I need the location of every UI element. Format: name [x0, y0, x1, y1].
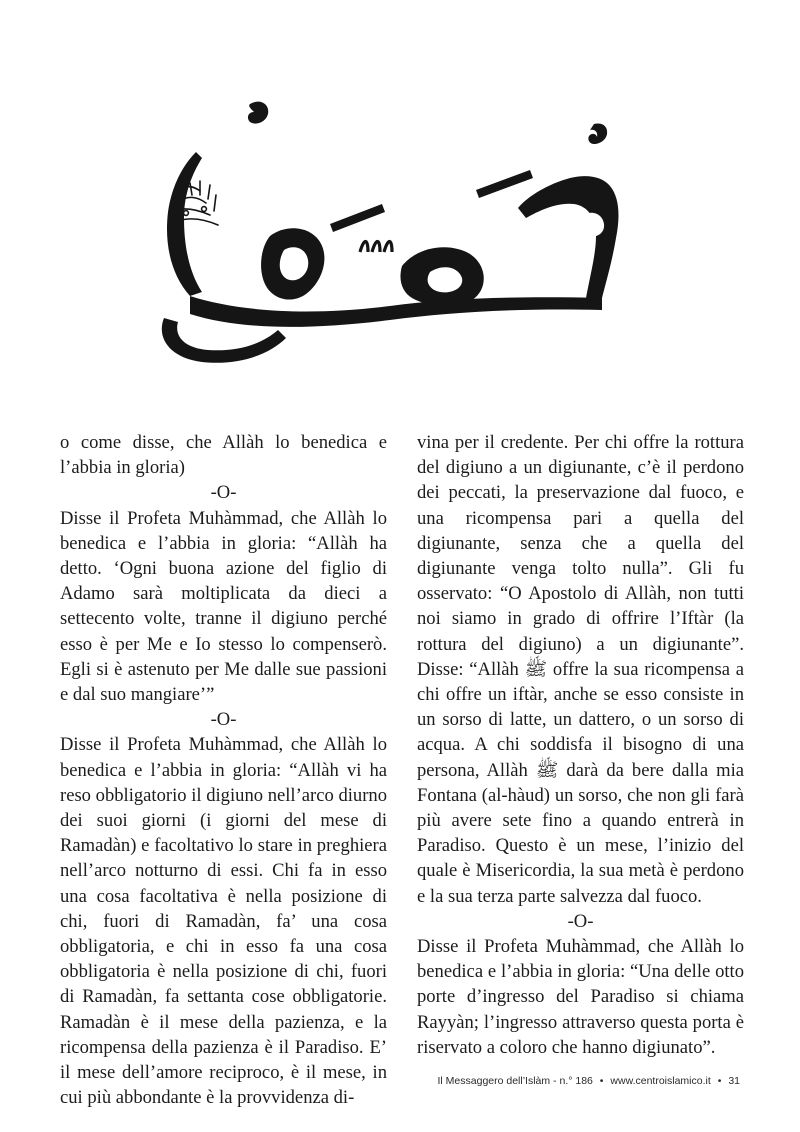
paragraph: Disse il Profeta Muhàmmad, che Allàh lo benedica e l’abbia in gloria: “Allàh vi ha reso obbligatorio il digiuno nell’arco diurno dei suoi giorni (i giorni del mese di Ramadàn) e facoltativo lo stare in preghiera nell’arco notturno di essi. Chi fa in esso una cosa facoltativa è nella posizione di chi, fuori di Ramadàn, fa’ una cosa obbligatoria, e chi in esso fa una cosa obbligatoria è nella posizione di chi, fuori di Ramadàn, fa settanta cose obbligatorie. Ramadàn è il mese della pazienza, e la ricompensa della pazienza è il Paradiso. E’ il mese dell’amore reciproco, è il mese, in cui più abbondante è la provvidenza di-: [60, 734, 387, 1109]
section-separator: -O-: [210, 709, 237, 731]
page-footer: [438, 1075, 740, 1087]
section-separator: -O-: [567, 910, 594, 932]
footer-separator: •: [717, 1075, 722, 1087]
left-column: [60, 430, 387, 1110]
page-number: 31: [728, 1075, 740, 1087]
right-column: [417, 430, 744, 1060]
paragraph: vina per il credente. Per chi offre la rottura del digiuno a un digiunante, c’è il perdono dei peccati, la preservazione dal fuoco, e una ricompensa pari a quella del digiunante, senza che a quella del digiunante venga tolto nulla”. Gli fu osservato: “O Apostolo di Allàh, non tutti noi siamo in grado di offrire l’Iftàr (la rottura del digiuno) a un digiunante”. Disse: “Allàh ﷺ offre la sua ricompensa a chi offre un iftàr, anche se esso consiste in un sorso di latte, un dattero, o un sorso di acqua. A chi soddisfa il bisogno di una persona, Allàh ﷺ darà da bere dalla mia Fontana (al-hàud) un sorso, che non gli farà più avere sete fino a quando entrerà in Paradiso. Questo è un mese, l’inizio del quale è Misericordia, la sua metà è perdono e la sua terza parte salvezza dal fuoco.: [417, 432, 745, 907]
website-link[interactable]: www.centroislamico.it: [610, 1075, 711, 1087]
paragraph: Disse il Profeta Muhàmmad, che Allàh lo benedica e l’abbia in gloria: “Allàh ha detto. ‘Ogni buona azione del figlio di Adamo sarà moltiplicata da dieci a settecento volte, tranne il digiuno perché esso è per Me e Io stesso lo compenserò. Egli si è astenuto per Me dalle sue passioni e dal suo mangiare’”: [60, 507, 387, 706]
paragraph: o come disse, che Allàh lo benedica e l’abbia in gloria): [60, 432, 387, 479]
publication-name: Il Messaggero dell’Islàm - n.° 186: [437, 1075, 593, 1087]
muhammad-calligraphy: [150, 86, 650, 376]
paragraph: Disse il Profeta Muhàmmad, che Allàh lo benedica e l’abbia in gloria: “Una delle otto porte d’ingresso del Paradiso si chiama Rayyàn; l’ingresso attraverso questa porta è riservato a coloro che hanno digiunato”.: [417, 936, 744, 1058]
section-separator: -O-: [210, 482, 237, 504]
footer-separator: •: [599, 1075, 604, 1087]
calligraphy-art: [150, 86, 650, 376]
